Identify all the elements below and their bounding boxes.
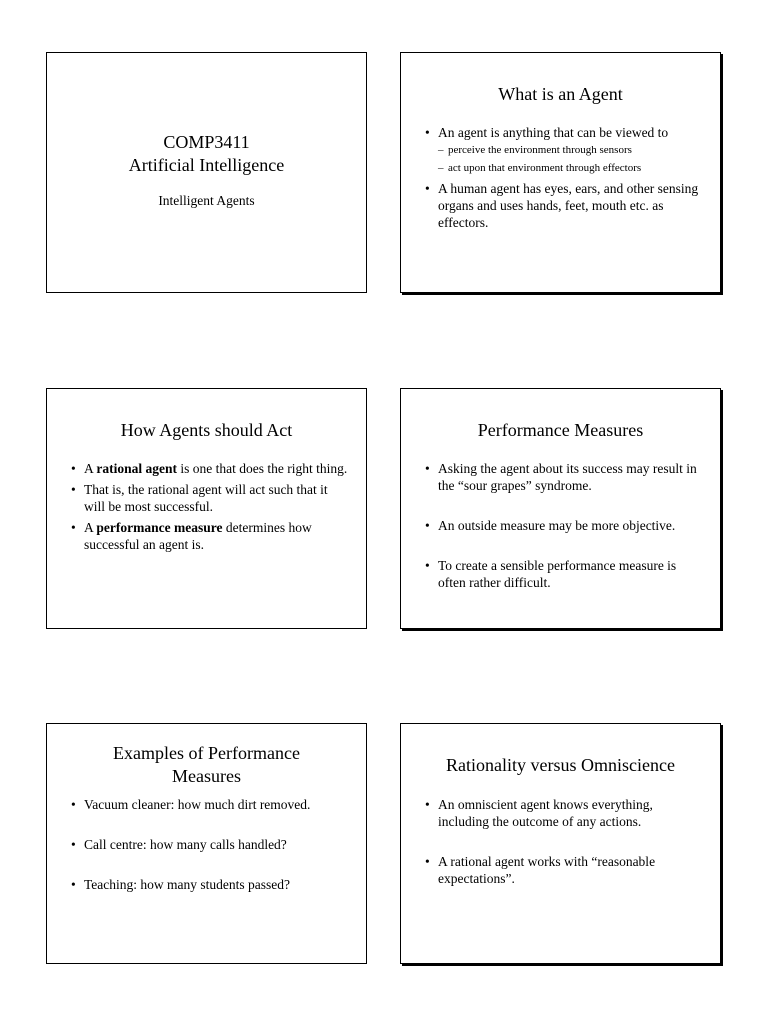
bullet-list (71, 796, 348, 893)
bullet-item (71, 836, 348, 853)
text-run: determines how successful an agent is. (84, 520, 312, 552)
bullet-item (425, 124, 702, 177)
bullet-text: An agent is anything that can be viewed to (438, 125, 669, 140)
course-subtitle: Intelligent Agents (158, 193, 255, 208)
bullet-list (71, 460, 348, 553)
bullet-item (425, 517, 702, 534)
term-rational-agent: rational agent (96, 461, 178, 476)
bullet-list (425, 124, 702, 231)
bullet-item (425, 796, 702, 830)
bullet-list (425, 460, 702, 591)
bullet-text: That is, the rational agent will act such that it will be most successful. (84, 482, 328, 514)
bullet-item (425, 460, 702, 494)
slide-heading: Rationality versus Omniscience (446, 755, 675, 775)
slide-examples-of-performance-measures (46, 723, 367, 964)
slide-heading: How Agents should Act (120, 420, 293, 440)
bullet-text: Teaching: how many students passed? (84, 877, 291, 892)
bullet-text: A rational agent works with “reasonable expectations”. (438, 854, 656, 886)
slide-title-comp3411 (46, 52, 367, 293)
slide-performance-measures (400, 388, 721, 629)
bullet-item (425, 853, 702, 887)
bullet-item (71, 481, 348, 515)
bullet-item (71, 796, 348, 813)
bullet-text: Asking the agent about its success may result in the “sour grapes” syndrome. (438, 461, 697, 493)
bullet-text: Vacuum cleaner: how much dirt removed. (84, 797, 311, 812)
text-run: A (84, 520, 97, 535)
bullet-item (425, 180, 702, 231)
slide-heading: Performance Measures (477, 420, 644, 440)
slide-what-is-an-agent (400, 52, 721, 293)
bullet-text: An outside measure may be more objective. (438, 518, 676, 533)
bullet-text: An omniscient agent knows everything, including the outcome of any actions. (438, 797, 653, 829)
slide-rationality-versus-omniscience (400, 723, 721, 964)
bullet-text: To create a sensible performance measure is often rather difficult. (438, 558, 677, 590)
bullet-item (71, 460, 348, 477)
bullet-text: A human agent has eyes, ears, and other sensing organs and uses hands, feet, mouth etc. as effectors. (438, 181, 699, 230)
term-performance-measure: performance measure (96, 520, 223, 535)
title-block (47, 131, 366, 209)
text-run: A (84, 461, 97, 476)
course-title: Artificial Intelligence (128, 155, 285, 175)
slide-heading: Examples of Performance Measures (113, 743, 300, 786)
sub-bullet-item: – act upon that environment through effectors (438, 159, 702, 177)
bullet-item (71, 876, 348, 893)
slide-how-agents-should-act (46, 388, 367, 629)
course-code: COMP3411 (163, 132, 250, 152)
text-run: is one that does the right thing. (177, 461, 348, 476)
bullet-item (425, 557, 702, 591)
bullet-item (71, 519, 348, 553)
sub-bullet-list (438, 141, 702, 177)
sub-bullet-item: – perceive the environment through sensors (438, 141, 702, 159)
bullet-list (425, 796, 702, 887)
slide-heading: What is an Agent (498, 84, 623, 104)
bullet-text: Call centre: how many calls handled? (84, 837, 287, 852)
